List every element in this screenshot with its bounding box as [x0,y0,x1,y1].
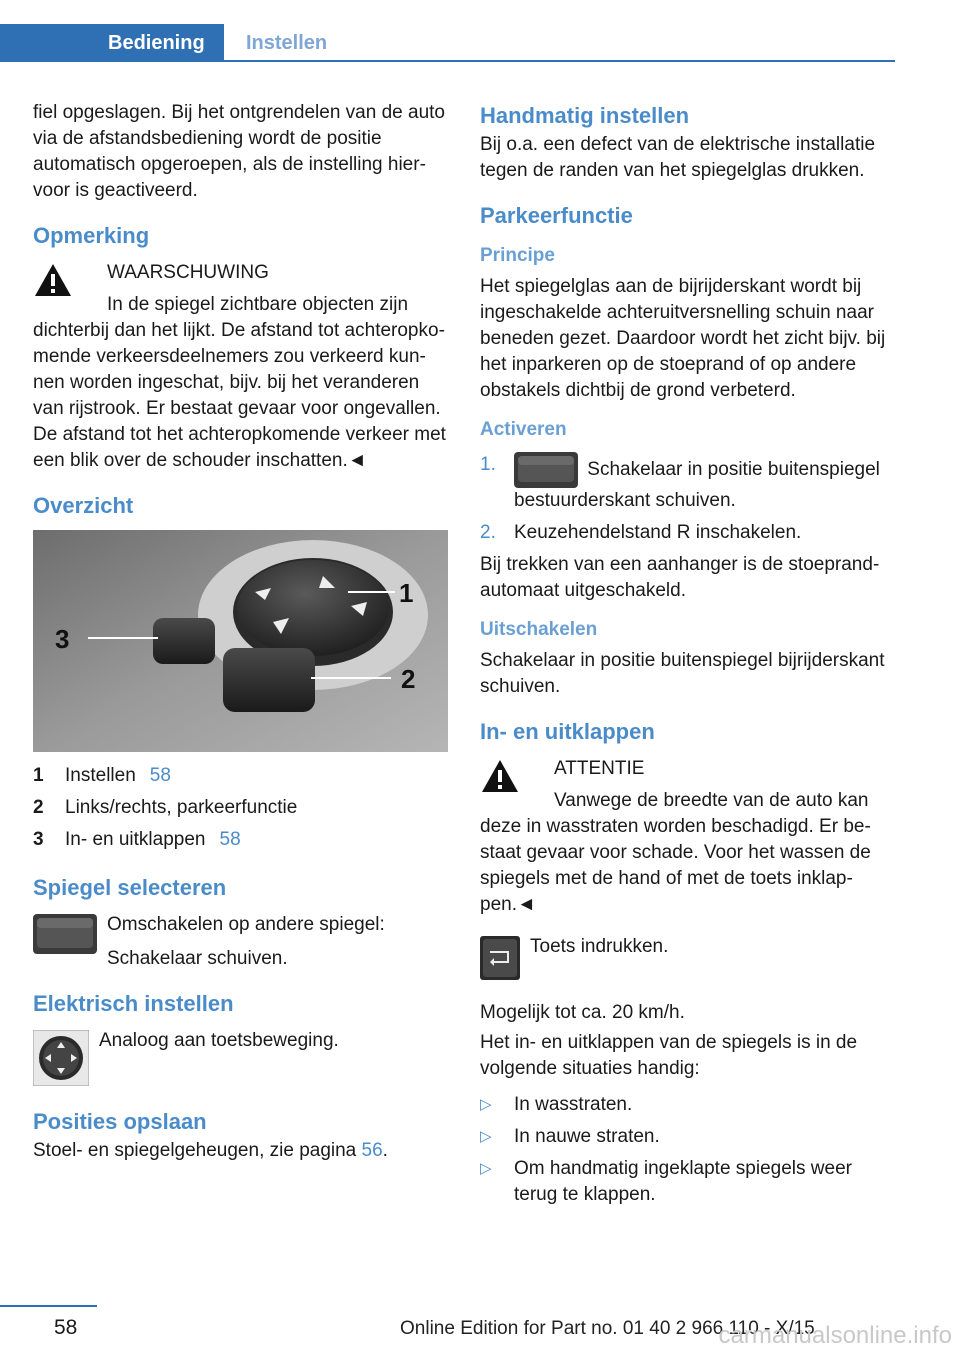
heading-spiegel-selecteren: Spiegel selecteren [33,875,227,900]
header-divider [0,60,895,62]
step-item [480,452,895,514]
attentie-title: ATTENTIE [554,758,645,779]
mirror-controls-photo [33,530,448,752]
step-item [480,520,895,546]
page-number: 58 [54,1316,78,1339]
mirror-switch-icon [33,914,97,954]
tab-instellen[interactable]: Instellen [224,24,349,62]
step-number: 2. [480,522,496,543]
legend-page-link[interactable]: 58 [219,829,241,850]
photo-label-1: 1 [399,578,414,608]
legend-page-link[interactable]: 58 [149,765,171,786]
watermark: carmanualsonline.info [718,1322,952,1349]
posities-text: Stoel- en spiegelgeheugen, zie pagina [33,1140,362,1161]
legend-number: 3 [33,829,44,850]
left-column [33,100,448,1174]
warning-triangle-icon [33,262,73,298]
warning-title: WAARSCHUWING [107,262,269,283]
edition-footer: Online Edition for Part no. 01 40 2 966 110 - X/15 [400,1318,815,1339]
joystick-knob-icon [33,1030,89,1086]
situaties-text: Het in- en uitklappen van de spiegels is in de volgende situaties handig: [480,1032,858,1079]
intro-paragraph: fiel opgeslagen. Bij het ontgrendelen van de auto via de afstandsbediening wordt de positie automatisch opgeroepen, als de instelling hiervoor is geactiveerd. [33,102,445,201]
legend-item [33,760,448,792]
heading-overzicht: Overzicht [33,493,134,518]
attentie-note [480,756,895,918]
mogelijk-text: Mogelijk tot ca. 20 km/h. [480,1002,685,1023]
spiegel-line-1: Omschakelen op andere spiegel: [107,914,385,935]
heading-uitschakelen: Uitschakelen [480,619,598,640]
legend-item [33,792,448,824]
warning-triangle-icon [480,758,520,794]
legend-text: Instellen [65,765,136,786]
list-item-text: Om handmatig ingeklapte spiegels weer terug te klappen. [514,1158,852,1205]
legend-item [33,824,448,856]
heading-parkeerfunctie: Parkeerfunctie [480,203,633,228]
mirror-switch-icon [514,452,578,488]
bullet-triangle-icon: ▷ [480,1160,492,1177]
posities-paragraph [33,1138,448,1164]
spiegel-selecteren-row [33,912,448,972]
legend-list [33,760,448,856]
heading-handmatig-instellen: Handmatig instellen [480,103,690,128]
photo-label-3: 3 [55,624,70,654]
bullet-triangle-icon: ▷ [480,1096,492,1113]
elektrisch-text: Analoog aan toetsbeweging. [99,1030,339,1051]
heading-posities-opslaan: Posities opslaan [33,1109,207,1134]
tab-bediening[interactable]: Bediening [0,24,224,62]
bullet-triangle-icon: ▷ [480,1128,492,1145]
situaties-list [480,1092,895,1208]
warning-note [33,260,448,474]
spiegel-line-2: Schakelaar schuiven. [107,948,288,969]
section-tabs [0,24,349,62]
attentie-body: Vanwege de breedte van de auto kan deze in wasstraten worden beschadigd. Er bestaat gevaar voor schade. Voor het wassen de spiegels met de hand of met de toets inklappen.◄ [480,790,871,915]
heading-elektrisch-instellen: Elektrisch instellen [33,991,234,1016]
posities-end: . [382,1140,388,1161]
toets-row [480,934,895,988]
elektrisch-row [33,1028,448,1090]
step-number: 1. [480,454,496,475]
legend-number: 2 [33,797,44,818]
legend-text: Links/rechts, parkeerfunctie [65,797,298,818]
heading-principe: Principe [480,245,555,266]
page-number-divider [0,1305,97,1307]
list-item [480,1092,895,1118]
step-content [514,452,895,514]
right-column [480,100,895,1214]
photo-label-2: 2 [401,664,416,694]
fold-mirror-button-icon [480,936,520,980]
mirror-controls-illustration [33,530,448,752]
warning-body: In de spiegel zichtbare objecten zijn dichterbij dan het lijkt. De afstand tot achteropkomende verkeersdeelnemers zou verkeerd kunnen worden ingeschat, bijv. bij het veranderen van rijstrook. Er bestaat gevaar voor ongevallen. De afstand tot het achteropkomende verkeer met een blik over de schouder inschatten.◄ [33,294,446,471]
heading-activeren: Activeren [480,419,567,440]
principe-text: Het spiegelglas aan de bijrijderskant wordt bij ingeschakelde achteruitversnelling schuin naar beneden gezet. Daardoor wordt het zicht bijv. bij het inparkeren op de stoeprand of op andere obstakels dichtbij de grond verbeterd. [480,276,886,401]
list-item [480,1124,895,1150]
heading-in-en-uitklappen: In- en uitklappen [480,719,655,744]
list-item [480,1156,895,1208]
handmatig-text: Bij o.a. een defect van de elektrische installatie tegen de randen van het spiegelglas drukken. [480,134,876,181]
list-item-text: In nauwe straten. [514,1126,660,1147]
uitschakelen-text: Schakelaar in positie buitenspiegel bijrijderskant schuiven. [480,650,885,697]
step-text: Keuzehendelstand R inschakelen. [514,522,802,543]
legend-text: In- en uitklappen [65,829,206,850]
page-56-link[interactable]: 56 [361,1140,383,1161]
step-text: Schakelaar in positie buitenspiegel bestuurderskant schuiven. [514,459,880,511]
legend-number: 1 [33,765,44,786]
heading-opmerking: Opmerking [33,223,150,248]
aanhanger-text: Bij trekken van een aanhanger is de stoeprandautomaat uitgeschakeld. [480,554,880,601]
list-item-text: In wasstraten. [514,1094,633,1115]
toets-text: Toets indrukken. [530,936,669,957]
